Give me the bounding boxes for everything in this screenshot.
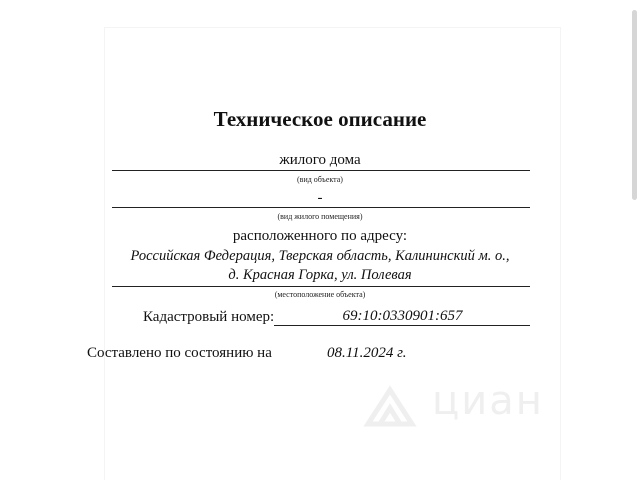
compiled-date-value: 08.11.2024 г. xyxy=(327,345,407,361)
house-logo-icon xyxy=(360,372,420,432)
cadastral-rule xyxy=(274,325,530,326)
address-caption: (местоположение объекта) xyxy=(274,290,366,299)
compiled-label: Составлено по состоянию на xyxy=(87,345,272,361)
address-line-2: д. Красная Горка, ул. Полевая xyxy=(228,267,412,283)
cadastral-number-value: 69:10:0330901:657 xyxy=(342,308,463,324)
vertical-scrollbar-thumb[interactable] xyxy=(632,10,637,200)
address-label: расположенного по адресу: xyxy=(232,228,408,244)
document-title: Техническое описание xyxy=(213,107,427,131)
premises-type-value: - xyxy=(317,190,323,206)
cadastral-label: Кадастровый номер: xyxy=(143,309,275,325)
object-type-value: жилого дома xyxy=(279,152,361,168)
cian-watermark xyxy=(360,372,590,432)
object-type-rule xyxy=(112,170,530,171)
address-line-1: Российская Федерация, Тверская область, Калининский м. о., xyxy=(130,248,510,264)
premises-type-rule xyxy=(112,207,530,208)
address-rule xyxy=(112,286,530,287)
watermark-text: циан xyxy=(432,378,544,424)
object-type-caption: (вид объекта) xyxy=(297,175,343,184)
premises-type-caption: (вид жилого помещения) xyxy=(277,212,363,221)
